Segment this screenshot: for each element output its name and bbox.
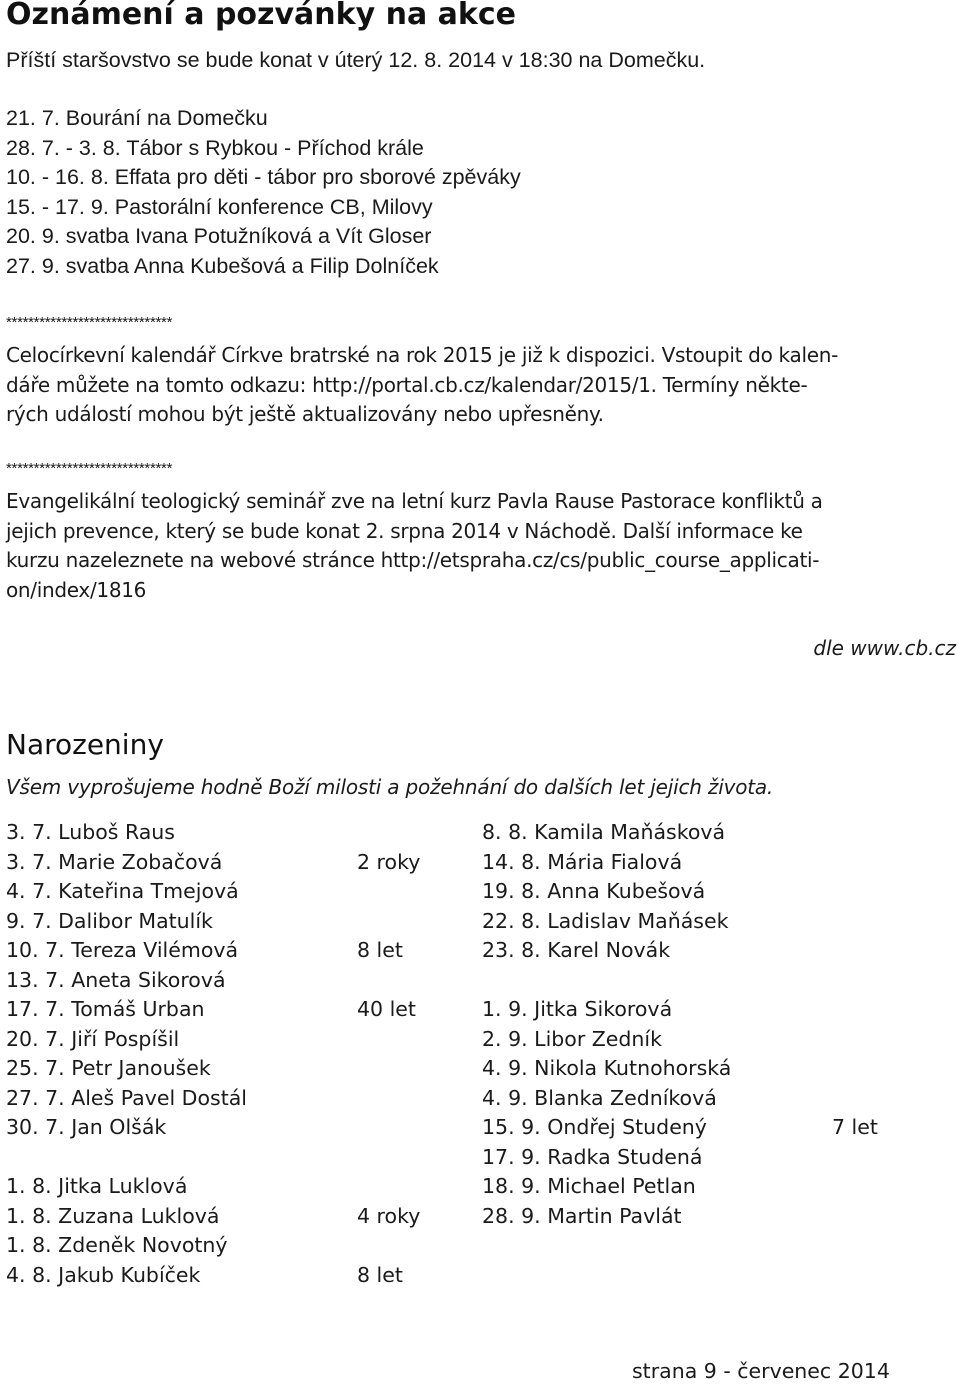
- birthday-name: 13. 7. Aneta Sikorová: [6, 967, 226, 992]
- birthday-entry: [482, 877, 960, 907]
- source-attribution: dle www.cb.cz: [813, 636, 956, 660]
- birthday-entry: [6, 1054, 476, 1084]
- birthday-name: 4. 7. Kateřina Tmejová: [6, 879, 239, 903]
- seminar-note-line: kurzu nazeleznete na webové stránce http://etspraha.cz/cs/public_course_applicati-: [6, 548, 820, 572]
- birthday-name: 8. 8. Kamila Maňásková: [482, 820, 726, 844]
- birthday-name: 17. 9. Radka Studená: [482, 1144, 703, 1169]
- birthdays-wish: Všem vyprošujeme hodně Boží milosti a požehnání do dalších let jejich života.: [6, 775, 774, 799]
- event-list: [6, 104, 521, 282]
- birthdays-heading: Narozeniny: [6, 728, 164, 761]
- event-item: 28. 7. - 3. 8. Tábor s Rybkou - Příchod krále: [6, 135, 424, 160]
- calendar-note-line: dáře můžete na tomto odkazu: http://portal.cb.cz/kalendar/2015/1. Termíny někte-: [6, 372, 808, 397]
- birthday-name: 1. 8. Zdeněk Novotný: [6, 1233, 228, 1257]
- separator: ******************************: [6, 314, 173, 331]
- birthday-name: 30. 7. Jan Olšák: [6, 1115, 167, 1139]
- event-item: 15. - 17. 9. Pastorální konference CB, Milovy: [6, 194, 433, 219]
- birthday-entry: [482, 848, 960, 878]
- birthday-entry: [482, 1202, 960, 1232]
- separator: ******************************: [6, 460, 173, 477]
- birthday-name: 2. 9. Libor Zedník: [482, 1026, 662, 1051]
- birthday-entry: [6, 1113, 476, 1143]
- birthday-entry: [6, 995, 476, 1025]
- birthday-name: 15. 9. Ondřej Studený: [482, 1115, 707, 1139]
- seminar-note-line: on/index/1816: [6, 577, 147, 602]
- birthday-name: 18. 9. Michael Petlan: [482, 1174, 696, 1198]
- birthday-name: 17. 7. Tomáš Urban: [6, 997, 205, 1021]
- birthday-name: 4. 9. Blanka Zedníková: [482, 1085, 717, 1110]
- calendar-note-line: rých událostí mohou být ještě aktualizovány nebo upřesněny.: [6, 402, 604, 426]
- birthday-entry: [482, 995, 960, 1025]
- birthday-list-left: [6, 818, 476, 1290]
- birthday-entry: [482, 818, 960, 848]
- birthday-name: 4. 8. Jakub Kubíček: [6, 1262, 201, 1287]
- page-heading: Oznámení a pozvánky na akce: [6, 0, 516, 32]
- birthday-entry: [482, 966, 960, 996]
- birthday-entry: [482, 936, 960, 966]
- birthday-entry: [6, 1202, 476, 1232]
- page-footer: strana 9 - červenec 2014: [632, 1359, 890, 1383]
- birthday-name: 4. 9. Nikola Kutnohorská: [482, 1056, 732, 1080]
- birthday-name: 3. 7. Luboš Raus: [6, 820, 175, 844]
- birthday-age: 7 let: [832, 1115, 878, 1139]
- birthday-entry: [6, 1025, 476, 1055]
- birthday-name: 1. 8. Zuzana Luklová: [6, 1203, 220, 1228]
- birthday-age: 2 roky: [357, 849, 421, 874]
- birthday-name: 28. 9. Martin Pavlát: [482, 1203, 682, 1228]
- birthday-name: 27. 7. Aleš Pavel Dostál: [6, 1085, 247, 1110]
- seminar-note-line: jejich prevence, který se bude konat 2. srpna 2014 v Náchodě. Další informace ke: [6, 518, 803, 543]
- birthday-age: 8 let: [357, 1262, 403, 1287]
- seminar-note-line: Evangelikální teologický seminář zve na letní kurz Pavla Rause Pastorace konfliktů a: [6, 489, 823, 513]
- birthday-name: 9. 7. Dalibor Matulík: [6, 908, 213, 933]
- birthday-entry: [482, 1172, 960, 1202]
- birthday-entry: [6, 1231, 476, 1261]
- birthday-entry: [6, 1143, 476, 1173]
- birthday-entry: [6, 848, 476, 878]
- birthday-name: 10. 7. Tereza Vilémová: [6, 938, 239, 962]
- birthday-entry: [6, 966, 476, 996]
- birthday-entry: [482, 907, 960, 937]
- calendar-note: [6, 341, 956, 430]
- birthday-name: 3. 7. Marie Zobačová: [6, 849, 223, 874]
- calendar-note-line: Celocírkevní kalendář Církve bratrské na rok 2015 je již k dispozici. Vstoupit do kalen-: [6, 343, 838, 367]
- intro-text: Příští staršovstvo se bude konat v úterý 12. 8. 2014 v 18:30 na Domečku.: [6, 48, 706, 72]
- birthday-name: 1. 8. Jitka Luklová: [6, 1174, 188, 1198]
- birthday-name: 19. 8. Anna Kubešová: [482, 879, 706, 903]
- birthday-name: 1. 9. Jitka Sikorová: [482, 997, 673, 1021]
- birthday-name: 25. 7. Petr Janoušek: [6, 1056, 211, 1080]
- event-item: 21. 7. Bourání na Domečku: [6, 106, 268, 130]
- birthday-entry: [482, 1113, 960, 1143]
- birthday-name: 22. 8. Ladislav Maňásek: [482, 908, 729, 933]
- birthday-entry: [482, 1054, 960, 1084]
- birthday-entry: [482, 1084, 960, 1114]
- event-item: 27. 9. svatba Anna Kubešová a Filip Dolníček: [6, 253, 439, 278]
- birthday-name: 23. 8. Karel Novák: [482, 938, 671, 962]
- birthday-entry: [6, 877, 476, 907]
- birthday-name: 20. 7. Jiří Pospíšil: [6, 1026, 180, 1051]
- birthday-entry: [6, 1172, 476, 1202]
- birthday-entry: [6, 818, 476, 848]
- birthday-entry: [482, 1025, 960, 1055]
- event-item: 20. 9. svatba Ivana Potužníková a Vít Gloser: [6, 224, 432, 249]
- birthday-age: 4 roky: [357, 1203, 421, 1228]
- birthday-list-right: [482, 818, 960, 1231]
- event-item: 10. - 16. 8. Effata pro děti - tábor pro sborové zpěváky: [6, 165, 521, 190]
- birthday-age: 8 let: [357, 938, 403, 962]
- birthday-name: 14. 8. Mária Fialová: [482, 849, 683, 874]
- birthday-entry: [6, 936, 476, 966]
- birthday-entry: [6, 1084, 476, 1114]
- birthday-entry: [6, 1261, 476, 1291]
- birthday-entry: [482, 1143, 960, 1173]
- birthday-age: 40 let: [357, 997, 416, 1021]
- birthday-entry: [6, 907, 476, 937]
- seminar-note: [6, 487, 956, 605]
